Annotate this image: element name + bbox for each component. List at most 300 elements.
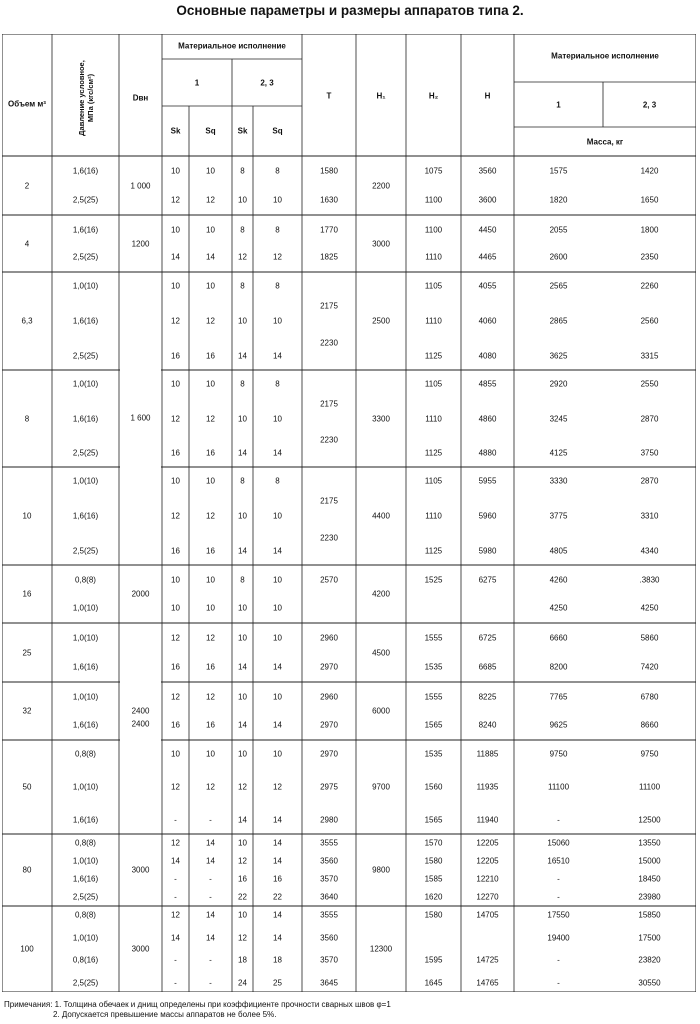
row-h2: 1585 bbox=[424, 874, 443, 884]
group-dvn: 1200 bbox=[131, 239, 150, 248]
row-sq1: 12 bbox=[206, 195, 215, 205]
row-sk23: 12 bbox=[238, 782, 247, 792]
row-mass-1: 2055 bbox=[549, 225, 568, 235]
notes bbox=[4, 1000, 694, 1020]
group-h1: 3000 bbox=[372, 239, 390, 248]
group-volume: 32 bbox=[22, 706, 32, 716]
row-sk1: 12 bbox=[171, 414, 180, 423]
row-h: 5980 bbox=[478, 546, 497, 556]
header-exec-1: 1 bbox=[194, 78, 200, 88]
merged-cell-mask bbox=[120, 739, 161, 741]
row-mass-1: - bbox=[557, 892, 560, 902]
row-sk1: 12 bbox=[171, 511, 180, 521]
row-h: 12210 bbox=[476, 874, 499, 884]
row-sq1: 16 bbox=[206, 720, 215, 730]
header-pressure bbox=[77, 60, 95, 136]
row-sk23: 10 bbox=[238, 603, 247, 613]
row-mass-23: 8660 bbox=[640, 720, 659, 730]
row-h2: 1555 bbox=[424, 692, 443, 702]
row-sk1: 10 bbox=[171, 166, 180, 176]
row-sk1: 16 bbox=[171, 662, 180, 672]
row-h: 4880 bbox=[478, 448, 497, 458]
row-pressure: 1,0(10) bbox=[72, 933, 99, 943]
row-t: 1630 bbox=[320, 195, 338, 205]
row-t: 3570 bbox=[320, 874, 338, 884]
row-h2: 1560 bbox=[424, 782, 443, 792]
row-h: 4060 bbox=[478, 316, 497, 326]
row-sq1: 16 bbox=[206, 546, 215, 556]
group-dvn: 3000 bbox=[131, 865, 150, 875]
row-mass-23: 13550 bbox=[638, 838, 661, 848]
group-h1: 2200 bbox=[372, 181, 390, 190]
row-pressure: 2,5(25) bbox=[72, 978, 99, 988]
row-sk1: 16 bbox=[171, 546, 180, 556]
row-mass-23: 23980 bbox=[638, 892, 661, 902]
header-material-exec: Материальное исполнение bbox=[178, 41, 286, 51]
group-h1: 6000 bbox=[372, 706, 390, 716]
row-mass-23: 3310 bbox=[640, 511, 659, 521]
row-sk23: 10 bbox=[238, 316, 247, 326]
note-1: Примечания: 1. Толщина обечаек и днищ определены при коэффициенте прочности сварных швов φ=1 bbox=[4, 1000, 391, 1009]
row-pressure: 2,5(25) bbox=[72, 195, 99, 205]
row-mass-1: - bbox=[557, 874, 560, 884]
header-h2: H₂ bbox=[428, 91, 439, 101]
row-pressure: 1,0(10) bbox=[72, 633, 99, 643]
row-sq23: 14 bbox=[273, 856, 282, 866]
header-pressure-line2: МПа (кгс/см²) bbox=[85, 73, 95, 123]
row-h: 6685 bbox=[478, 662, 497, 672]
row-pressure: 0,8(8) bbox=[75, 910, 96, 920]
row-sk1: 10 bbox=[171, 603, 180, 613]
row-sq1: 16 bbox=[206, 448, 215, 458]
row-mass-1: 11100 bbox=[547, 782, 570, 792]
row-sk23: 14 bbox=[238, 662, 247, 672]
row-sk1: 10 bbox=[171, 575, 180, 585]
row-mass-23: 17500 bbox=[638, 933, 661, 943]
row-sk23: 8 bbox=[240, 281, 245, 291]
row-pressure: 1,6(16) bbox=[72, 414, 99, 423]
row-mass-23: 2870 bbox=[640, 476, 659, 486]
group-volume: 25 bbox=[22, 648, 32, 657]
row-h: 14765 bbox=[476, 978, 499, 988]
row-mass-23: 2350 bbox=[640, 252, 659, 262]
row-sk23: 10 bbox=[238, 838, 247, 848]
row-pressure: 1,0(10) bbox=[72, 856, 99, 866]
row-sk23: 8 bbox=[240, 166, 245, 176]
row-sq23: 10 bbox=[273, 692, 282, 702]
row-sq1: 14 bbox=[206, 252, 215, 262]
row-h: 6725 bbox=[478, 633, 497, 643]
row-mass-1: - bbox=[557, 815, 560, 825]
row-t: 2970 bbox=[320, 720, 338, 730]
group-volume: 8 bbox=[24, 414, 30, 423]
row-mass-1: 17550 bbox=[547, 910, 570, 920]
group-dvn-shared: 1 600 bbox=[130, 413, 151, 423]
row-sk23: 18 bbox=[238, 955, 247, 965]
row-sk1: 16 bbox=[171, 351, 180, 361]
group-h1: 12300 bbox=[369, 944, 393, 954]
row-mass-1: 4250 bbox=[549, 603, 568, 613]
row-sq23: 14 bbox=[273, 546, 282, 556]
row-sk23: 8 bbox=[240, 575, 245, 585]
row-sq23: 14 bbox=[273, 448, 282, 458]
row-sq1: - bbox=[209, 892, 212, 902]
row-h: 4055 bbox=[478, 281, 497, 291]
group-volume: 16 bbox=[22, 589, 32, 599]
row-sk1: 14 bbox=[171, 252, 180, 262]
row-mass-1: 7765 bbox=[549, 692, 568, 702]
row-h2: 1565 bbox=[424, 815, 443, 825]
row-h: 8225 bbox=[478, 692, 497, 702]
page-title: Основные параметры и размеры аппаратов типа 2. bbox=[176, 3, 524, 18]
row-sk23: 10 bbox=[238, 633, 247, 643]
row-mass-1: 2565 bbox=[549, 281, 568, 291]
row-t: 3560 bbox=[320, 856, 338, 866]
row-sq1: 14 bbox=[206, 838, 215, 848]
row-sk23: 10 bbox=[238, 511, 247, 521]
row-h2: 1645 bbox=[424, 978, 443, 988]
row-h: 14725 bbox=[476, 955, 499, 965]
row-pressure: 2,5(25) bbox=[72, 546, 99, 556]
group-h1: 3300 bbox=[372, 414, 390, 423]
row-mass-1: 3245 bbox=[549, 414, 568, 423]
row-sq1: 10 bbox=[206, 575, 215, 585]
row-mass-23: 6780 bbox=[640, 692, 659, 702]
row-h: 12270 bbox=[476, 892, 499, 902]
row-sq23: 8 bbox=[275, 379, 280, 389]
row-pressure: 0,8(8) bbox=[75, 575, 96, 585]
row-h2: 1595 bbox=[424, 955, 443, 965]
row-h2: 1105 bbox=[424, 476, 443, 486]
row-pressure: 0,8(8) bbox=[75, 749, 96, 759]
row-t: 1825 bbox=[320, 252, 338, 262]
row-mass-23: 30550 bbox=[638, 978, 661, 988]
row-h2: 1570 bbox=[424, 838, 443, 848]
row-t: 1580 bbox=[320, 166, 338, 176]
row-pressure: 1,6(16) bbox=[72, 225, 99, 235]
header-mass-exec-23: 2, 3 bbox=[642, 100, 657, 110]
row-pressure: 1,6(16) bbox=[72, 720, 99, 730]
row-mass-23: 18450 bbox=[638, 874, 661, 884]
row-sq1: 12 bbox=[206, 511, 215, 521]
row-t: 3555 bbox=[320, 910, 338, 920]
row-sk1: - bbox=[174, 955, 177, 965]
row-pressure: 1,0(10) bbox=[72, 782, 99, 792]
row-sk1: 10 bbox=[171, 225, 180, 235]
group-dvn: 2400 bbox=[131, 706, 150, 716]
row-h: 4080 bbox=[478, 351, 497, 361]
group-dvn: 3000 bbox=[131, 944, 150, 954]
row-sq1: - bbox=[209, 874, 212, 884]
row-t: 3645 bbox=[320, 978, 338, 988]
row-mass-1: 16510 bbox=[547, 856, 570, 866]
row-h2: 1100 bbox=[424, 225, 443, 235]
row-sk23: 10 bbox=[238, 910, 247, 920]
group-volume: 50 bbox=[22, 782, 32, 792]
row-mass-1: 3625 bbox=[549, 351, 568, 361]
row-pressure: 1,6(16) bbox=[72, 874, 99, 884]
row-h2: 1580 bbox=[424, 910, 443, 920]
row-sk23: 12 bbox=[238, 252, 247, 262]
group-dvn-shared-2400: 2400 bbox=[131, 719, 150, 729]
row-sk23: 10 bbox=[238, 692, 247, 702]
row-h: 12205 bbox=[476, 838, 499, 848]
row-sk1: 12 bbox=[171, 316, 180, 326]
row-mass-23: 4250 bbox=[640, 603, 659, 613]
row-h2: 1110 bbox=[425, 252, 442, 262]
row-sq23: 14 bbox=[273, 351, 282, 361]
row-sq23: 18 bbox=[273, 955, 282, 965]
row-mass-23: 11100 bbox=[638, 782, 661, 792]
group-volume: 10 bbox=[22, 511, 32, 521]
row-pressure: 1,0(10) bbox=[72, 603, 99, 613]
row-sk1: 12 bbox=[171, 910, 180, 920]
row-t: 2960 bbox=[320, 633, 338, 643]
row-sq1: 12 bbox=[206, 633, 215, 643]
row-sk23: 8 bbox=[240, 379, 245, 389]
row-sk1: 12 bbox=[171, 838, 180, 848]
header-exec-23: 2, 3 bbox=[260, 78, 274, 88]
row-sk1: - bbox=[174, 815, 177, 825]
row-mass-23: 23820 bbox=[638, 955, 661, 965]
header-dvn: Dвн bbox=[132, 93, 149, 103]
row-h: 3560 bbox=[478, 166, 497, 176]
row-sq23: 12 bbox=[273, 782, 282, 792]
row-h2: 1565 bbox=[424, 720, 443, 730]
row-mass-23: 2550 bbox=[640, 379, 659, 389]
row-pressure: 1,6(16) bbox=[72, 815, 99, 825]
row-sq1: 10 bbox=[206, 379, 215, 389]
merged-cell-mask bbox=[120, 681, 161, 683]
header-mass-material-exec: Материальное исполнение bbox=[551, 51, 659, 61]
group-t-a: 2175 bbox=[320, 496, 338, 506]
row-h2: 1105 bbox=[424, 281, 443, 291]
group-t-b: 2230 bbox=[320, 338, 338, 348]
row-sq23: 10 bbox=[273, 575, 282, 585]
group-volume: 6,3 bbox=[21, 316, 33, 326]
row-sk1: 16 bbox=[171, 448, 180, 458]
row-mass-1: 8200 bbox=[549, 662, 568, 672]
row-pressure: 0,8(8) bbox=[75, 838, 96, 848]
row-sk23: 16 bbox=[238, 874, 247, 884]
header-sq-23: Sq bbox=[272, 126, 283, 136]
header-mass-exec-1: 1 bbox=[556, 100, 561, 110]
row-pressure: 2,5(25) bbox=[72, 252, 99, 262]
row-sq23: 25 bbox=[273, 978, 282, 988]
row-sk1: 12 bbox=[171, 633, 180, 643]
row-h: 8240 bbox=[478, 720, 497, 730]
row-h: 4450 bbox=[478, 225, 497, 235]
merged-cell-mask bbox=[120, 466, 161, 468]
row-mass-23: 1800 bbox=[640, 225, 659, 235]
row-sq1: 10 bbox=[206, 281, 215, 291]
row-mass-1: 4805 bbox=[549, 546, 568, 556]
row-sq23: 10 bbox=[273, 414, 282, 423]
row-sq1: 10 bbox=[206, 749, 215, 759]
row-pressure: 2,5(25) bbox=[72, 448, 99, 458]
row-sq23: 10 bbox=[273, 603, 282, 613]
row-h2: 1125 bbox=[424, 546, 443, 556]
group-volume: 100 bbox=[20, 944, 34, 954]
row-sq23: 22 bbox=[273, 892, 282, 902]
row-sk1: - bbox=[174, 892, 177, 902]
row-sq1: 12 bbox=[206, 316, 215, 326]
row-sq1: 10 bbox=[206, 476, 215, 486]
header-h: H bbox=[484, 91, 491, 101]
row-h: 11940 bbox=[476, 815, 499, 825]
row-t: 3640 bbox=[320, 892, 338, 902]
row-t: 2570 bbox=[320, 575, 338, 585]
row-pressure: 1,0(10) bbox=[72, 281, 99, 291]
row-mass-23: 15850 bbox=[638, 910, 661, 920]
row-h: 12205 bbox=[476, 856, 499, 866]
row-mass-1: - bbox=[557, 978, 560, 988]
header-sq-1: Sq bbox=[205, 126, 216, 136]
row-h2: 1535 bbox=[424, 749, 443, 759]
row-sk23: 8 bbox=[240, 225, 245, 235]
row-mass-1: 2920 bbox=[549, 379, 568, 389]
row-sq1: 12 bbox=[206, 692, 215, 702]
row-mass-1: 4125 bbox=[549, 448, 568, 458]
group-volume: 4 bbox=[24, 239, 30, 248]
group-t-b: 2230 bbox=[320, 435, 338, 445]
row-sk23: 14 bbox=[238, 546, 247, 556]
row-sk1: 14 bbox=[171, 933, 180, 943]
group-h1: 4200 bbox=[372, 589, 390, 599]
row-mass-1: 1820 bbox=[549, 195, 568, 205]
row-t: 2970 bbox=[320, 662, 338, 672]
header-volume: Объем м³ bbox=[8, 99, 46, 109]
row-mass-23: 1420 bbox=[640, 166, 659, 176]
group-t-b: 2230 bbox=[320, 533, 338, 543]
row-mass-1: 2600 bbox=[549, 252, 568, 262]
row-sq23: 8 bbox=[275, 166, 280, 176]
row-sq23: 16 bbox=[273, 874, 282, 884]
group-h1: 4500 bbox=[372, 648, 390, 657]
row-sk1: 10 bbox=[171, 379, 180, 389]
row-sq1: 12 bbox=[206, 414, 215, 423]
row-sq23: 14 bbox=[273, 910, 282, 920]
row-sq23: 14 bbox=[273, 662, 282, 672]
row-sk1: 14 bbox=[171, 856, 180, 866]
row-sk23: 12 bbox=[238, 933, 247, 943]
row-sk1: 10 bbox=[171, 749, 180, 759]
group-t-a: 2175 bbox=[320, 399, 338, 409]
row-sk23: 14 bbox=[238, 448, 247, 458]
row-sq23: 8 bbox=[275, 281, 280, 291]
row-pressure: 2,5(25) bbox=[72, 351, 99, 361]
header-mass: Масса, кг bbox=[586, 137, 624, 147]
row-mass-1: 2865 bbox=[549, 316, 568, 326]
row-h: 4855 bbox=[478, 379, 497, 389]
row-h: 14705 bbox=[476, 910, 499, 920]
row-t: 2970 bbox=[320, 749, 338, 759]
row-sk23: 8 bbox=[240, 476, 245, 486]
row-mass-23: 7420 bbox=[640, 662, 659, 672]
row-sk1: 12 bbox=[171, 692, 180, 702]
row-pressure: 1,6(16) bbox=[72, 511, 99, 521]
row-sq23: 10 bbox=[273, 633, 282, 643]
row-mass-1: 6660 bbox=[549, 633, 568, 643]
group-volume: 2 bbox=[24, 181, 30, 190]
row-h: 5960 bbox=[478, 511, 497, 521]
row-sk23: 10 bbox=[238, 195, 247, 205]
row-h2: 1110 bbox=[425, 316, 442, 326]
row-sk23: 14 bbox=[238, 720, 247, 730]
row-sq23: 14 bbox=[273, 720, 282, 730]
row-pressure: 2,5(25) bbox=[72, 892, 99, 902]
row-sk1: 10 bbox=[171, 281, 180, 291]
row-sk23: 14 bbox=[238, 815, 247, 825]
row-sq1: 16 bbox=[206, 351, 215, 361]
row-sq1: 14 bbox=[206, 933, 215, 943]
row-sq1: 10 bbox=[206, 166, 215, 176]
row-h2: 1535 bbox=[424, 662, 443, 672]
row-h2: 1100 bbox=[424, 195, 443, 205]
row-mass-23: 3750 bbox=[640, 448, 659, 458]
row-h2: 1110 bbox=[425, 511, 442, 521]
group-h1: 4400 bbox=[372, 511, 390, 521]
row-h: 4860 bbox=[478, 414, 497, 423]
row-sq1: - bbox=[209, 978, 212, 988]
row-sq23: 10 bbox=[273, 749, 282, 759]
row-h2: 1075 bbox=[424, 166, 443, 176]
row-mass-23: 3315 bbox=[640, 351, 659, 361]
group-volume: 80 bbox=[22, 865, 32, 875]
row-h: 3600 bbox=[478, 195, 497, 205]
row-t: 1770 bbox=[320, 225, 338, 235]
parameters-table bbox=[2, 34, 696, 992]
row-sk1: 16 bbox=[171, 720, 180, 730]
row-h2: 1525 bbox=[424, 575, 443, 585]
table-grid bbox=[2, 34, 696, 992]
row-sq23: 12 bbox=[273, 252, 282, 262]
merged-cell-mask bbox=[120, 369, 161, 371]
row-mass-23: 9750 bbox=[640, 749, 659, 759]
row-t: 2980 bbox=[320, 815, 338, 825]
row-mass-1: 19400 bbox=[547, 933, 570, 943]
row-mass-23: 2870 bbox=[640, 414, 659, 423]
row-sq1: - bbox=[209, 955, 212, 965]
row-mass-23: 2560 bbox=[640, 316, 659, 326]
row-h2: 1105 bbox=[424, 379, 443, 389]
row-t: 3570 bbox=[320, 955, 338, 965]
row-mass-23: 5860 bbox=[640, 633, 659, 643]
row-sq1: 12 bbox=[206, 782, 215, 792]
row-sq23: 14 bbox=[273, 933, 282, 943]
row-h: 4465 bbox=[478, 252, 497, 262]
row-mass-23: 15000 bbox=[638, 856, 661, 866]
row-mass-1: 1575 bbox=[549, 166, 568, 176]
row-sk23: 24 bbox=[238, 978, 247, 988]
row-pressure: 1,6(16) bbox=[72, 316, 99, 326]
row-sk1: 12 bbox=[171, 782, 180, 792]
row-h: 6275 bbox=[478, 575, 497, 585]
header-pressure-line1: Давление условное, bbox=[76, 60, 86, 136]
row-mass-1: - bbox=[557, 955, 560, 965]
row-sq1: - bbox=[209, 815, 212, 825]
row-pressure: 1,0(10) bbox=[72, 692, 99, 702]
row-pressure: 0,8(16) bbox=[72, 955, 99, 965]
group-h1: 9800 bbox=[372, 865, 390, 875]
row-mass-23: 12500 bbox=[638, 815, 661, 825]
group-h1: 9700 bbox=[372, 782, 390, 792]
row-h2: 1110 bbox=[425, 414, 442, 423]
group-h1: 2500 bbox=[372, 316, 390, 326]
header-t: T bbox=[326, 91, 332, 101]
row-mass-1: 4260 bbox=[549, 575, 568, 585]
row-sk23: 14 bbox=[238, 351, 247, 361]
